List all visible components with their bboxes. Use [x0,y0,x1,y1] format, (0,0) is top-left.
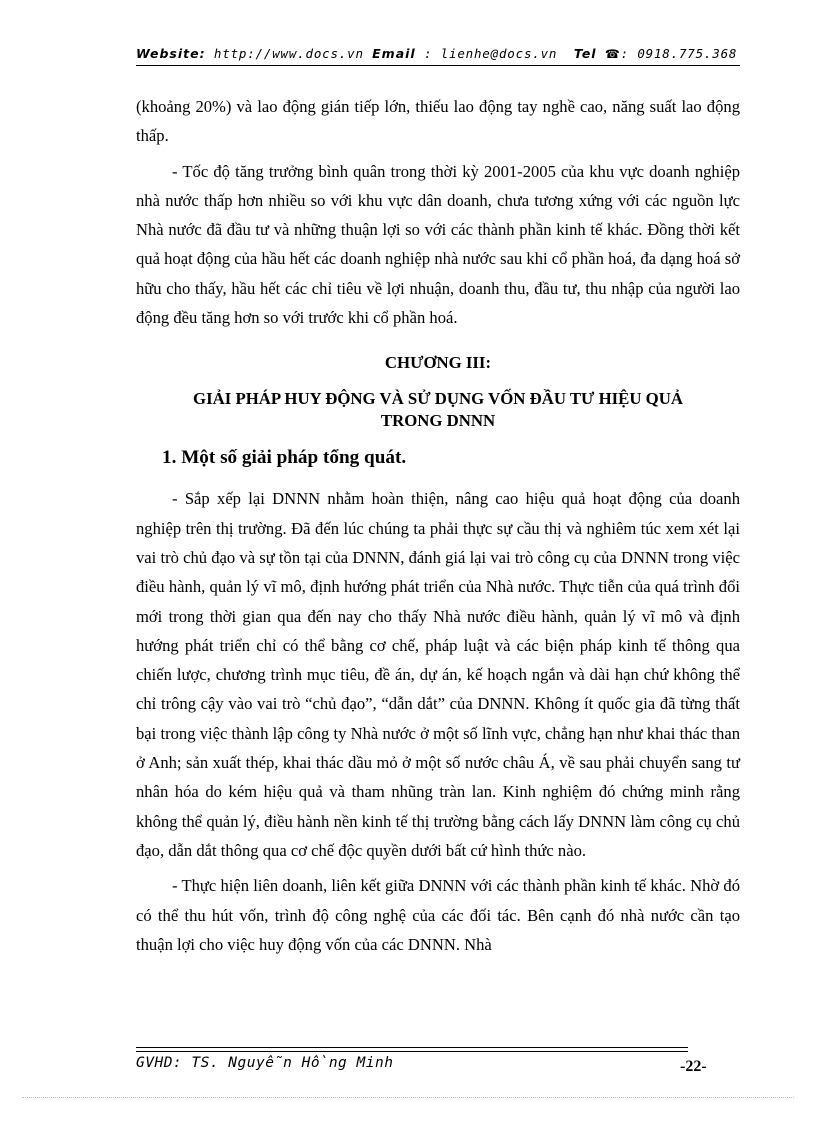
website-label: Website: [136,46,206,61]
tel-value: : 0918.775.368 [620,46,738,61]
advisor-name: GVHD: TS. Nguyễn Hồng Minh [136,1055,394,1071]
email-label: Email [372,46,416,61]
website-url[interactable]: http://www.docs.vn [213,46,364,61]
paragraph-2: - Tốc độ tăng trưởng bình quân trong thời kỳ 2001-2005 của khu vực doanh nghiệp nhà nước thấp hơn nhiều so với khu vực dân doanh, chưa tương xứng với các nguồn lực Nhà nước đã đầu tư và những thuận lợi so với các thành phần kinh tế khác. Đồng thời kết quả hoạt động của hầu hết các doanh nghiệp nhà nước sau khi cổ phần hoá, đa dạng hoá sở hữu cho thấy, hầu hết các chỉ tiêu về lợi nhuận, doanh thu, đầu tư, thu nhập của người lao động đều tăng hơn so với trước khi cổ phần hoá. [136,161,740,328]
telephone-icon: ☎ [604,47,621,61]
paragraph-1: (khoảng 20%) và lao động gián tiếp lớn, thiếu lao động tay nghề cao, năng suất lao động thấp. [136,97,740,146]
paragraph-4: - Thực hiện liên doanh, liên kết giữa DNNN với các thành phần kinh tế khác. Nhờ đó có thể thu hút vốn, trình độ công nghệ của các đối tác. Bên cạnh đó nhà nước cần tạo thuận lợi cho việc huy động vốn của các DNNN. Nhà [136,876,740,954]
section-heading: 1. Một số giải pháp tổng quát. [162,447,407,469]
tel-label: Tel [573,46,597,61]
chapter-title: GIẢI PHÁP HUY ĐỘNG VÀ SỬ DỤNG VỐN ĐẦU TƯ HIỆU QUẢ TRONG DNNN [193,389,683,431]
page-bottom-border [22,1097,794,1098]
page-header [136,46,740,61]
chapter-heading: CHƯƠNG III: [384,353,492,373]
document-body [136,92,740,965]
footer-divider-bottom [136,1051,688,1052]
header-divider [136,65,740,66]
paragraph-3: - Sắp xếp lại DNNN nhằm hoàn thiện, nâng cao hiệu quả hoạt động của doanh nghiệp trên thị trường. Đã đến lúc chúng ta phải thực sự cầu thị và nghiêm túc xem xét lại vai trò chủ đạo và sự tồn tại của DNNN, đánh giá lại vai trò công cụ của DNNN trong việc điều hành, quản lý vĩ mô, định hướng phát triển của Nhà nước. Thực tiễn của quá trình đổi mới trong thời gian qua đến nay cho thấy Nhà nước điều hành, quản lý vĩ mô và định hướng phát triển chỉ có thể bằng cơ chế, pháp luật và các biện pháp kinh tế thông qua chiến lược, chương trình mục tiêu, đề án, dự án, kế hoạch ngắn và dài hạn chứ không thể chỉ trông cậy vào vai trò “chủ đạo”, “dẫn dắt” của DNNN. Không ít quốc gia đã từng thất bại trong việc thành lập công ty Nhà nước ở một số lĩnh vực, chẳng hạn như khai thác than ở Anh; sản xuất thép, khai thác dầu mỏ ở một số nước châu Á, về sau phải chuyển sang tư nhân hóa do kém hiệu quả và tham nhũng tràn lan. Kinh nghiệm đó chứng minh rằng không thể quản lý, điều hành nền kinh tế thị trường bằng cách lấy DNNN làm công cụ chủ đạo, dẫn dắt thông qua cơ chế độc quyền dưới bất cứ hình thức nào. [136,489,740,860]
footer-divider-top [136,1047,688,1048]
page-number: -22- [680,1058,707,1075]
email-value[interactable]: : lienhe@docs.vn [424,46,558,61]
